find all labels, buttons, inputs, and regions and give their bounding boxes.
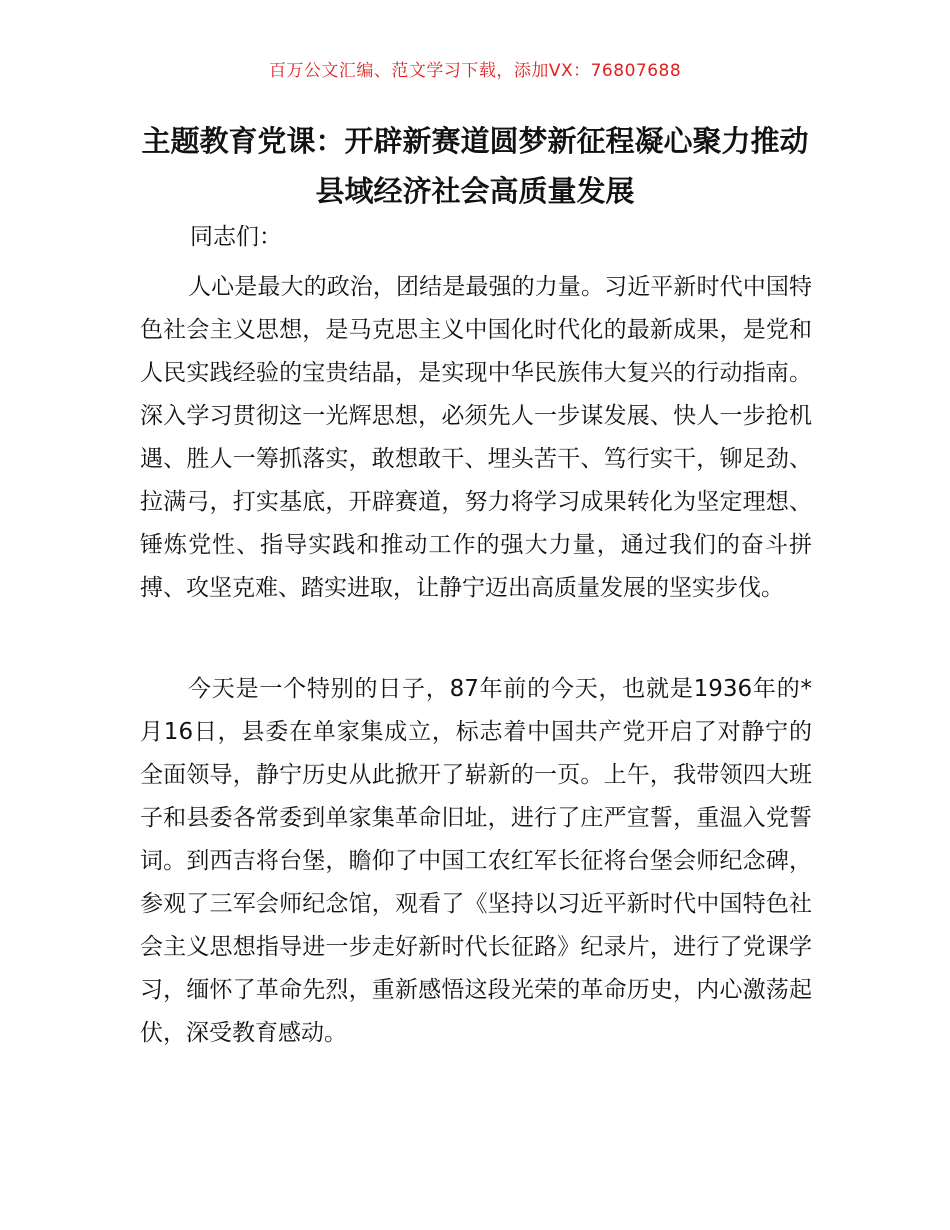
body-paragraph-2: 今天是一个特别的日子，87年前的今天，也就是1936年的*月16日，县委在单家集成立，标志着中国共产党开启了对静宁的全面领导，静宁历史从此掀开了崭新的一页。上午，我带领四大班子和县委各常委到单家集革命旧址，进行了庄严宣誓，重温入党誓词。到西吉将台堡，瞻仰了中国工农红军长征将台堡会师纪念碑，参观了三军会师纪念馆，观看了《坚持以习近平新时代中国特色社会主义思想指导进一步走好新时代长征路》纪录片，进行了党课学习，缅怀了革命先烈，重新感悟这段光荣的革命历史，内心激荡起伏，深受教育感动。 (140, 676, 812, 1046)
header-watermark: 百万公文汇编、范文学习下载，添加VX：76807688 (268, 61, 682, 81)
salutation: 同志们： (190, 224, 282, 250)
page-title: 主题教育党课：开辟新赛道圆梦新征程凝心聚力推动县域经济社会高质量发展 (141, 124, 809, 208)
body-paragraph-1: 人心是最大的政治，团结是最强的力量。习近平新时代中国特色社会主义思想，是马克思主义中国化时代化的最新成果，是党和人民实践经验的宝贵结晶，是实现中华民族伟大复兴的行动指南。深入学习贯彻这一光辉思想，必须先人一步谋发展、快人一步抢机遇、胜人一筹抓落实，敢想敢干、埋头苦干、笃行实干，铆足劲、拉满弓，打实基底，开辟赛道，努力将学习成果转化为坚定理想、锤炼党性、指导实践和推动工作的强大力量，通过我们的奋斗拼搏、攻坚克难、踏实进取，让静宁迈出高质量发展的坚实步伐。 (140, 274, 812, 601)
